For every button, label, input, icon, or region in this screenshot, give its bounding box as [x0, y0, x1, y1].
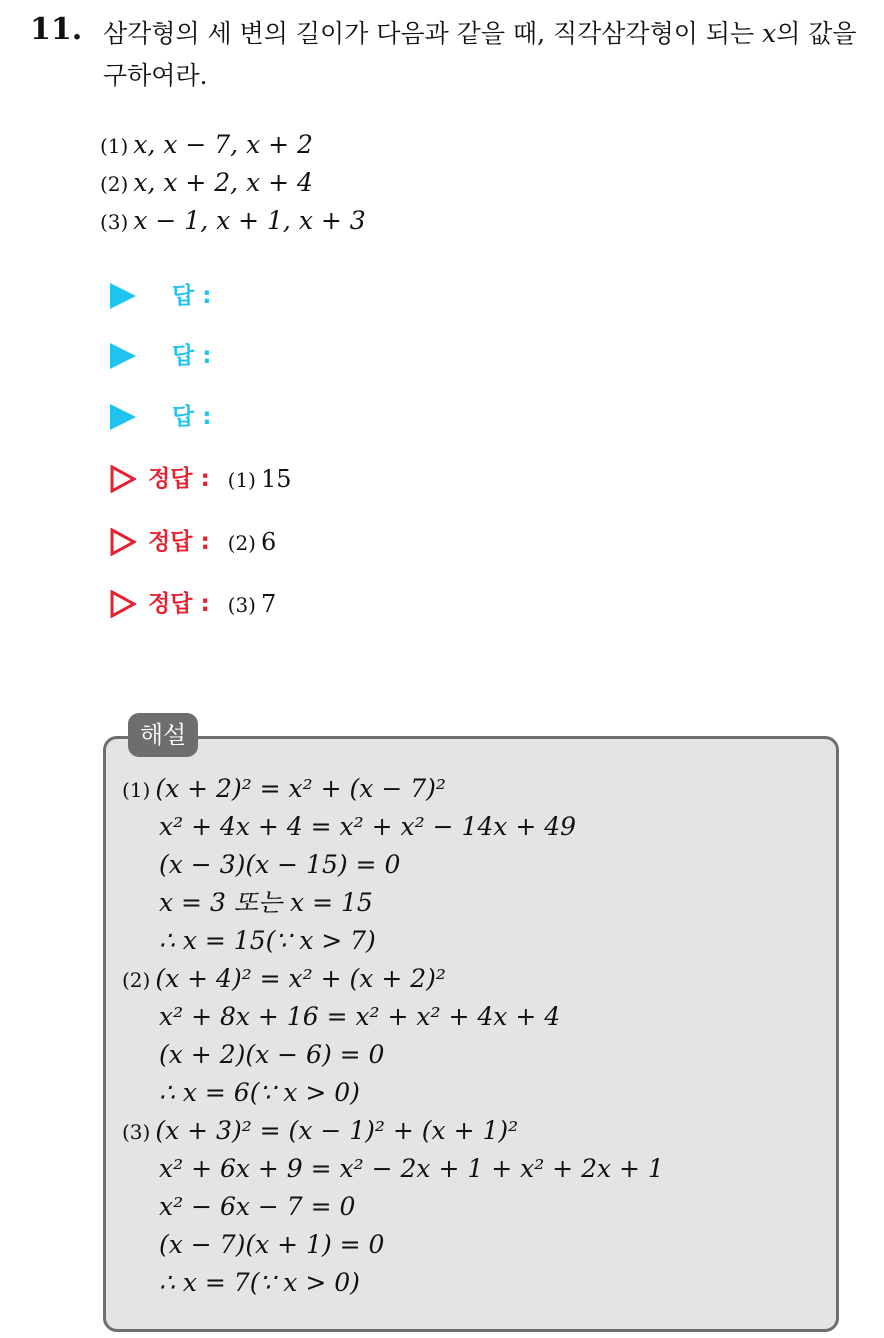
- list-item: [100, 202, 366, 240]
- solution-step-text: x² + 4x + 4 = x² + x² − 14x + 49: [159, 812, 577, 841]
- solution-line: [122, 884, 664, 922]
- solution-line: [122, 1112, 664, 1150]
- item-expression: x − 1, x + 1, x + 3: [133, 206, 366, 235]
- solution-step-text: ∴ x = 15(∵ x > 7): [159, 926, 376, 955]
- question-variable: x: [762, 19, 777, 48]
- correct-answer: [110, 459, 292, 499]
- correct-answer-value-wrap: [228, 584, 277, 625]
- correct-answer-number: (1): [227, 467, 256, 492]
- answer-prompt: [110, 336, 211, 376]
- item-number: (1): [100, 134, 129, 158]
- solution-step-text: (x + 2)² = x² + (x − 7)²: [155, 774, 446, 803]
- correct-answer-label: 정답 :: [148, 466, 210, 492]
- solution-step-number: (3): [122, 1120, 151, 1144]
- solution-step-text: ∴ x = 6(∵ x > 0): [159, 1078, 360, 1107]
- solution-line: [122, 1188, 664, 1226]
- item-number: (2): [100, 172, 129, 196]
- correct-answer: [110, 522, 276, 562]
- correct-answer-label: 정답 :: [148, 591, 210, 617]
- solution-line: [122, 1036, 664, 1074]
- item-expression: x, x − 7, x + 2: [133, 130, 313, 159]
- answer-prompt: [110, 276, 211, 316]
- solution-step-text: x² − 6x − 7 = 0: [159, 1192, 356, 1221]
- play-icon: [110, 283, 136, 309]
- list-item: [100, 126, 366, 164]
- solution-line: [122, 1264, 664, 1302]
- solution-tag: 해설: [128, 713, 198, 757]
- item-expression: x, x + 2, x + 4: [133, 168, 313, 197]
- correct-answer-value: 7: [261, 589, 277, 618]
- solution-line: [122, 1150, 664, 1188]
- answer-label: 답 :: [172, 343, 212, 369]
- question-text-part2: 의 값을 구하여라.: [103, 19, 857, 90]
- correct-answer-value-wrap: [228, 522, 277, 563]
- question-text-part1: 삼각형의 세 변의 길이가 다음과 같을 때, 직각삼각형이 되는: [103, 19, 763, 48]
- solution-step-text: (x + 2)(x − 6) = 0: [159, 1040, 385, 1069]
- question-number: 11.: [30, 12, 83, 47]
- solution-lines: [122, 770, 664, 1302]
- solution-line: [122, 1226, 664, 1264]
- solution-step-text: (x + 3)² = (x − 1)² + (x + 1)²: [155, 1116, 519, 1145]
- solution-step-text: x² + 6x + 9 = x² − 2x + 1 + x² + 2x + 1: [159, 1154, 664, 1183]
- list-item: [100, 164, 366, 202]
- solution-line: [122, 846, 664, 884]
- outline-triangle-icon: [110, 465, 136, 493]
- solution-step-text: (x + 4)² = x² + (x + 2)²: [155, 964, 446, 993]
- answer-label: 답 :: [172, 283, 212, 309]
- solution-step-number: (2): [122, 968, 151, 992]
- solution-step-text: x = 3 또는 x = 15: [159, 888, 373, 917]
- solution-line: [122, 960, 664, 998]
- correct-answer: [110, 584, 276, 624]
- solution-step-text: (x − 7)(x + 1) = 0: [159, 1230, 385, 1259]
- solution-line: [122, 1074, 664, 1112]
- outline-triangle-icon: [110, 528, 136, 556]
- correct-answer-value-wrap: [228, 459, 292, 500]
- item-list: [100, 126, 366, 240]
- play-icon: [110, 343, 136, 369]
- solution-step-text: x² + 8x + 16 = x² + x² + 4x + 4: [159, 1002, 561, 1031]
- answer-prompt: [110, 397, 211, 437]
- correct-answer-number: (2): [227, 530, 256, 555]
- solution-line: [122, 922, 664, 960]
- correct-answer-number: (3): [227, 592, 256, 617]
- solution-step-number: (1): [122, 778, 151, 802]
- solution-step-text: (x − 3)(x − 15) = 0: [159, 850, 401, 879]
- play-icon: [110, 404, 136, 430]
- correct-answer-label: 정답 :: [148, 529, 210, 555]
- correct-answer-value: 6: [261, 527, 277, 556]
- solution-step-text: ∴ x = 7(∵ x > 0): [159, 1268, 360, 1297]
- answer-label: 답 :: [172, 404, 212, 430]
- solution-line: [122, 770, 664, 808]
- solution-line: [122, 808, 664, 846]
- solution-line: [122, 998, 664, 1036]
- outline-triangle-icon: [110, 590, 136, 618]
- item-number: (3): [100, 210, 129, 234]
- question-text: [103, 13, 873, 97]
- correct-answer-value: 15: [261, 464, 292, 493]
